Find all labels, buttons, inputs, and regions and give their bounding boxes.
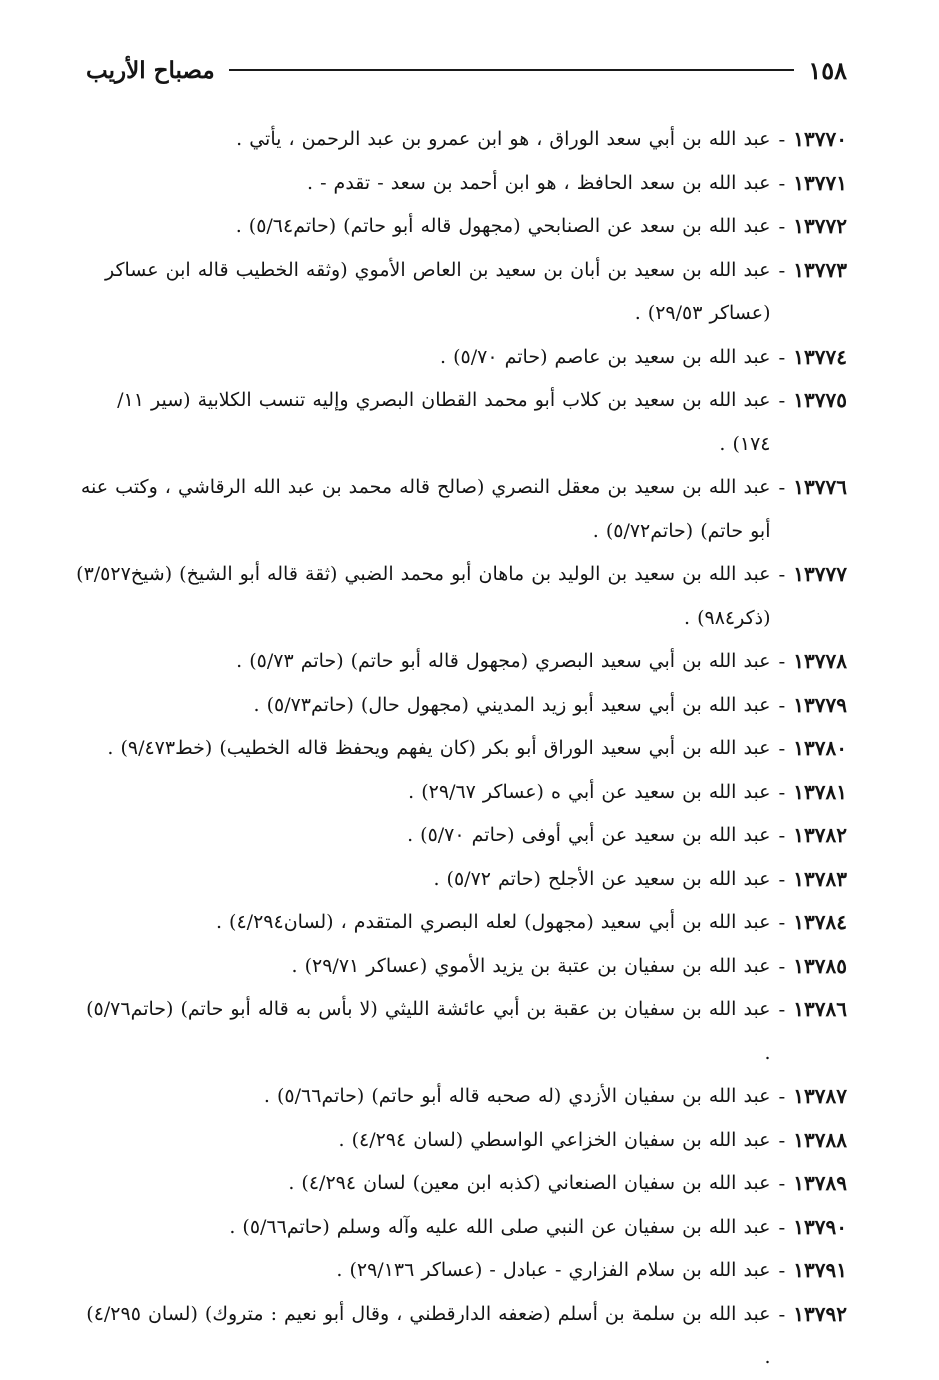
entry-row [74, 118, 847, 162]
entry-number: ١٣٧٨٢ [793, 823, 847, 847]
entry-text: عبد الله بن أبي سعيد (مجهول) لعله البصري المتقدم ، (لسان٤/٢٩٤) . [215, 911, 771, 933]
entry-dash: - [778, 214, 786, 238]
entry-number: ١٣٧٧٥ [793, 388, 847, 412]
entry-text: عبد الله بن سعد عن الصنابحي (مجهول قاله أبو حاتم) (حاتم٥/٦٤) . [235, 215, 771, 237]
entry-number: ١٣٧٨١ [793, 779, 847, 804]
entry-number: ١٣٧٧٠ [793, 127, 847, 151]
entry-number: ١٣٧٨٦ [793, 997, 847, 1021]
entry-dash: - [778, 1214, 786, 1239]
entry-number: ١٣٧٧٦ [793, 475, 847, 499]
entry-number: ١٣٧٧٧ [793, 562, 847, 586]
entry-text: عبد الله بن سعد الحافظ ، هو ابن أحمد بن سعد - تقدم - . [307, 171, 771, 194]
entry-dash: - [778, 866, 786, 891]
entry-row [74, 901, 847, 945]
entry-row [74, 466, 847, 553]
entry-text: عبد الله بن أبي سعيد أبو زيد المديني (مجهول حال) (حاتم٥/٧٣) . [253, 693, 771, 716]
entry-row [74, 205, 847, 249]
entry-number: ١٣٧٧٩ [793, 692, 847, 717]
entry-list [74, 118, 847, 1380]
entry-text: عبد الله بن سفيان الصنعاني (كذبه ابن معين) لسان ٤/٢٩٤) . [288, 1172, 771, 1194]
entry-text: عبد الله بن سعيد عن أبي أوفى (حاتم ٥/٧٠) . [407, 824, 771, 846]
entry-row [74, 988, 847, 1075]
entry-row [74, 249, 847, 336]
entry-row [74, 640, 847, 684]
entry-text: عبد الله بن أبي سعيد الوراق أبو بكر (كان يفهم ويحفظ قاله الخطيب) (خط٩/٤٧٣) . [107, 737, 771, 759]
entry-dash: - [778, 1258, 786, 1282]
entry-row [74, 1293, 847, 1380]
running-title: مصباح الأريب [86, 56, 215, 84]
entry-text: عبد الله بن سعيد بن معقل النصري (صالح قاله محمد بن عبد الله الرقاشي ، وكتب عنه أبو حاتم) (حاتم٥/٧٢) . [80, 476, 771, 542]
entry-text: عبد الله بن سعيد عن أبي ه (عساكر ٢٩/٦٧) . [408, 780, 771, 803]
entry-dash: - [778, 1171, 786, 1195]
entry-dash: - [778, 475, 786, 499]
entry-dash: - [778, 1301, 786, 1326]
entry-text: عبد الله بن سعيد بن كلاب أبو محمد القطان البصري وإليه تنسب الكلابية (سير ١١/ ١٧٤) . [117, 389, 771, 455]
entry-text: عبد الله بن سعيد بن عاصم (حاتم ٥/٧٠) . [440, 345, 771, 368]
entry-text: عبد الله بن سعيد بن الوليد بن ماهان أبو محمد الضبي (ثقة قاله أبو الشيخ) (شيخ٣/٥٢٧) (ذكر٩٨٤) . [76, 563, 771, 629]
entry-number: ١٣٧٨٠ [793, 736, 847, 760]
entry-dash: - [778, 344, 786, 369]
entry-number: ١٣٧٨٨ [793, 1127, 847, 1152]
entry-text: عبد الله بن أبي سعيد البصري (مجهول قاله أبو حاتم) (حاتم ٥/٧٣) . [236, 650, 771, 672]
entry-text: عبد الله بن سفيان بن عقبة بن أبي عائشة الليثي (لا بأس به قاله أبو حاتم) (حاتم٥/٧٦) . [86, 998, 771, 1064]
entry-text: عبد الله بن سفيان بن عتبة بن يزيد الأموي (عساكر ٢٩/٧١) . [291, 954, 771, 977]
entry-text: عبد الله بن أبي سعد الوراق ، هو ابن عمرو بن عبد الرحمن ، يأتي . [236, 128, 771, 150]
entry-row [74, 336, 847, 380]
entry-row [74, 553, 847, 640]
header-rule [229, 69, 795, 71]
entry-row [74, 858, 847, 902]
entry-number: ١٣٧٨٧ [793, 1084, 847, 1108]
entry-row [74, 945, 847, 989]
entry-text: عبد الله بن سفيان الأزدي (له صحبه قاله أبو حاتم) (حاتم٥/٦٦) . [263, 1085, 771, 1107]
entry-dash: - [778, 736, 786, 760]
entry-row [74, 1075, 847, 1119]
entry-number: ١٣٧٨٣ [793, 866, 847, 891]
entry-dash: - [778, 127, 786, 151]
entry-dash: - [778, 953, 786, 978]
entry-text: عبد الله بن سلمة بن أسلم (ضعفه الدارقطني ، وقال أبو نعيم : متروك) (لسان ٤/٢٩٥) . [86, 1302, 771, 1368]
entry-number: ١٣٧٨٩ [793, 1171, 847, 1195]
entry-text: عبد الله بن سعيد عن الأجلح (حاتم ٥/٧٢) . [433, 867, 771, 890]
entry-dash: - [778, 388, 786, 412]
entry-number: ١٣٧٩١ [793, 1258, 847, 1282]
entry-number: ١٣٧٩٠ [793, 1214, 847, 1239]
entry-number: ١٣٧٧٢ [793, 214, 847, 238]
entry-number: ١٣٧٩٢ [793, 1301, 847, 1326]
entry-row [74, 162, 847, 206]
entry-number: ١٣٧٧٣ [793, 257, 847, 282]
entry-text: عبد الله بن سفيان عن النبي صلى الله عليه وآله وسلم (حاتم٥/٦٦) . [229, 1215, 771, 1238]
entry-dash: - [778, 1084, 786, 1108]
entry-number: ١٣٧٧٤ [793, 344, 847, 369]
entry-row [74, 1119, 847, 1163]
entry-number: ١٣٧٧١ [793, 170, 847, 195]
entry-dash: - [778, 997, 786, 1021]
page-header [86, 52, 847, 88]
entry-text: عبد الله بن سعيد بن أبان بن سعيد بن العاص الأموي (وثقه الخطيب قاله ابن عساكر (عساكر ٢٩/٥٣) . [104, 258, 771, 324]
entry-dash: - [778, 823, 786, 847]
entry-dash: - [778, 257, 786, 282]
entry-dash: - [778, 1127, 786, 1152]
entry-row [74, 1249, 847, 1293]
entry-number: ١٣٧٨٥ [793, 953, 847, 978]
entry-number: ١٣٧٨٤ [793, 910, 847, 934]
entry-dash: - [778, 649, 786, 673]
entry-row [74, 771, 847, 815]
entry-text: عبد الله بن سفيان الخزاعي الواسطي (لسان ٤/٢٩٤) . [338, 1128, 771, 1151]
entry-dash: - [778, 562, 786, 586]
entry-row [74, 1206, 847, 1250]
entry-dash: - [778, 779, 786, 804]
entry-number: ١٣٧٧٨ [793, 649, 847, 673]
entry-row [74, 1162, 847, 1206]
entry-row [74, 379, 847, 466]
entry-row [74, 684, 847, 728]
entry-dash: - [778, 692, 786, 717]
entry-dash: - [778, 170, 786, 195]
page-number: ١٥٨ [808, 55, 847, 85]
entry-row [74, 727, 847, 771]
entry-dash: - [778, 910, 786, 934]
entry-row [74, 814, 847, 858]
entry-text: عبد الله بن سلام الفزاري - عبادل - (عساكر ٢٩/١٣٦) . [336, 1259, 771, 1281]
